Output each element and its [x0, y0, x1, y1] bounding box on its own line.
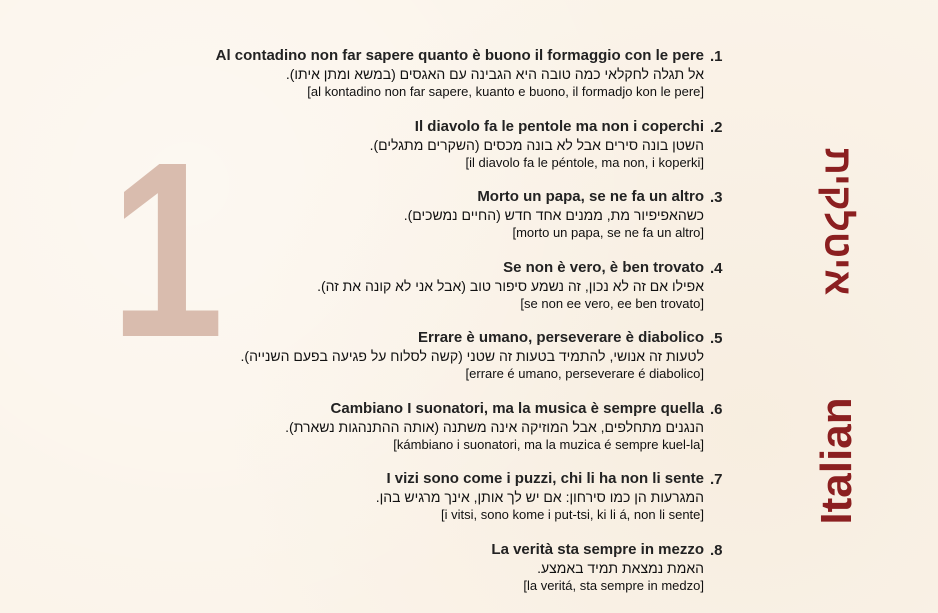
proverb-hebrew-translation: המגרעות הן כמו סירחון: אם יש לך אותן, אינך מרגיש בהן.	[375, 489, 704, 505]
proverb-italian: Cambiano I suonatori, ma la musica è sempre quella	[330, 399, 704, 417]
proverb-italian: Al contadino non far sapere quanto è buono il formaggio con le pere	[215, 47, 704, 64]
proverb-number: .4	[710, 259, 723, 277]
proverb-transliteration: [se non ee vero, ee ben trovato]	[520, 295, 704, 311]
proverb-body	[164, 46, 704, 101]
proverb-hebrew-translation: אפילו אם זה לא נכון, זה נשמע סיפור טוב (אבל אני לא קונה את זה).	[317, 277, 704, 294]
proverb-transliteration: [al kontadino non far sapere, kuanto e buono, il formadjo kon le pere]	[307, 84, 704, 99]
proverb-number: .8	[710, 541, 723, 559]
side-title-hebrew: איטלקית	[816, 147, 859, 296]
proverb-hebrew-translation: הנגנים מתחלפים, אבל המוזיקה אינה משתנה (אותה ההתנהגות נשארת).	[285, 418, 704, 435]
proverb-number: .7	[710, 471, 723, 488]
proverb-item	[170, 117, 740, 188]
chapter-number: 1	[110, 110, 225, 389]
proverb-item	[170, 399, 740, 470]
proverb-hebrew-translation: כשהאפיפיור מת, ממנים אחד חדש (החיים נמשכים).	[403, 207, 704, 223]
proverb-hebrew-translation: השטן בונה סירים אבל לא בונה מכסים (השקרים מתגלים).	[369, 136, 704, 153]
proverb-transliteration: [morto un papa, se ne fa un altro]	[512, 225, 704, 240]
proverb-italian: Se non è vero, è ben trovato	[503, 258, 704, 276]
proverb-item	[170, 187, 740, 258]
proverb-number: .2	[710, 118, 723, 136]
proverb-list	[170, 46, 740, 610]
proverb-item	[170, 258, 740, 329]
proverb-transliteration: [i vitsi, sono kome i put-tsi, ki li á, non li sente]	[441, 507, 704, 522]
proverb-italian: Il diavolo fa le pentole ma non i coperchi	[414, 117, 704, 135]
proverb-item	[170, 540, 740, 611]
proverb-italian: I vizi sono come i puzzi, chi li ha non li sente	[386, 470, 704, 487]
proverb-italian: La verità sta sempre in mezzo	[491, 540, 704, 558]
proverb-body	[164, 328, 704, 383]
proverb-number: .6	[710, 400, 723, 418]
proverb-item	[170, 46, 740, 117]
proverb-body	[164, 469, 704, 524]
proverb-transliteration: [errare é umano, perseverare é diabolico]	[465, 366, 704, 381]
proverb-body	[164, 540, 704, 595]
side-title-latin: Italian	[812, 397, 861, 525]
proverb-item	[170, 328, 740, 399]
proverb-italian: Morto un papa, se ne fa un altro	[477, 188, 704, 205]
proverb-transliteration: [kámbiano i suonatori, ma la muzica é sempre kuel-la]	[393, 436, 704, 452]
proverb-hebrew-translation: אל תגלה לחקלאי כמה טובה היא הגבינה עם האגסים (במשא ומתן איתו).	[285, 66, 704, 82]
proverb-transliteration: [la veritá, sta sempre in medzo]	[523, 577, 704, 593]
proverb-body	[164, 187, 704, 242]
proverb-item	[170, 469, 740, 540]
proverb-number: .1	[710, 48, 723, 65]
proverb-number: .3	[710, 189, 723, 206]
proverb-number: .5	[710, 330, 723, 347]
proverb-body	[164, 258, 704, 313]
proverb-italian: Errare è umano, perseverare è diabolico	[418, 329, 704, 346]
proverb-hebrew-translation: לטעות זה אנושי, להתמיד בטעות זה שטני (קשה לסלוח על פגיעה בפעם השנייה).	[240, 348, 704, 364]
proverb-body	[164, 399, 704, 454]
proverb-body	[164, 117, 704, 172]
proverb-transliteration: [il diavolo fa le péntole, ma non, i koperki]	[465, 154, 704, 170]
proverb-hebrew-translation: האמת נמצאת תמיד באמצע.	[537, 559, 704, 576]
